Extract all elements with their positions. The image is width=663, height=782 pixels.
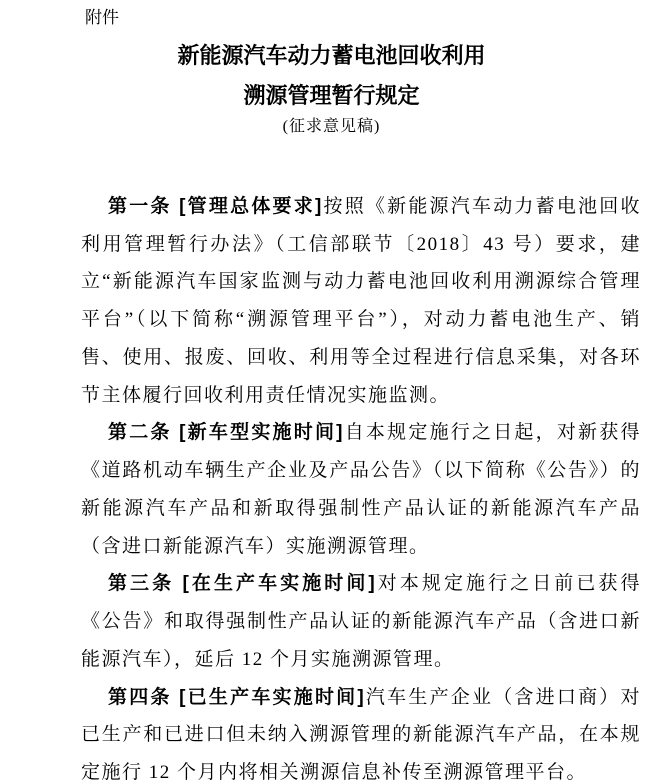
article-1 [81, 188, 641, 414]
article-2-heading: 第二条 [新车型实施时间] [108, 422, 344, 444]
document-subtitle: (征求意见稿) [282, 118, 381, 135]
article-1-body: 按照《新能源汽车动力蓄电池回收利用管理暂行办法》（工信部联节〔2018〕43 号）要求，建立“新能源汽车国家监测与动力蓄电池回收利用溯源综合管理平台”（以下简称“溯源管理平台”），对动力蓄电池生产、销售、使用、报废、回收、利用等全过程进行信息采集，对各环节主体履行回收利用责任情况实施监测。 [81, 196, 641, 406]
document-title [0, 36, 663, 116]
article-4-body: 汽车生产企业（含进口商）对已生产和已进口但未纳入溯源管理的新能源汽车产品，在本规定施行 12 个月内将相关溯源信息补传至溯源管理平台。 [81, 686, 641, 782]
article-3-body: 对本规定施行之日前已获得《公告》和取得强制性产品认证的新能源汽车产品（含进口新能源汽车），延后 12 个月实施溯源管理。 [81, 573, 641, 670]
attachment-label: 附件 [85, 8, 119, 27]
article-4-heading: 第四条 [已生产车实施时间] [108, 686, 366, 708]
article-3 [81, 565, 641, 678]
article-4 [81, 679, 641, 782]
article-2-body: 自本规定施行之日起，对新获得《道路机动车辆生产企业及产品公告》（以下简称《公告》）的新能源汽车产品和新取得强制性产品认证的新能源汽车产品（含进口新能源汽车）实施溯源管理。 [81, 422, 641, 557]
article-3-heading: 第三条 [在生产车实施时间] [108, 573, 377, 595]
document-title-line1: 新能源汽车动力蓄电池回收利用 [177, 43, 486, 68]
article-1-heading: 第一条 [管理总体要求] [108, 196, 323, 217]
article-2 [81, 414, 641, 565]
document-body [81, 188, 641, 782]
document-title-line2: 溯源管理暂行规定 [243, 83, 420, 108]
